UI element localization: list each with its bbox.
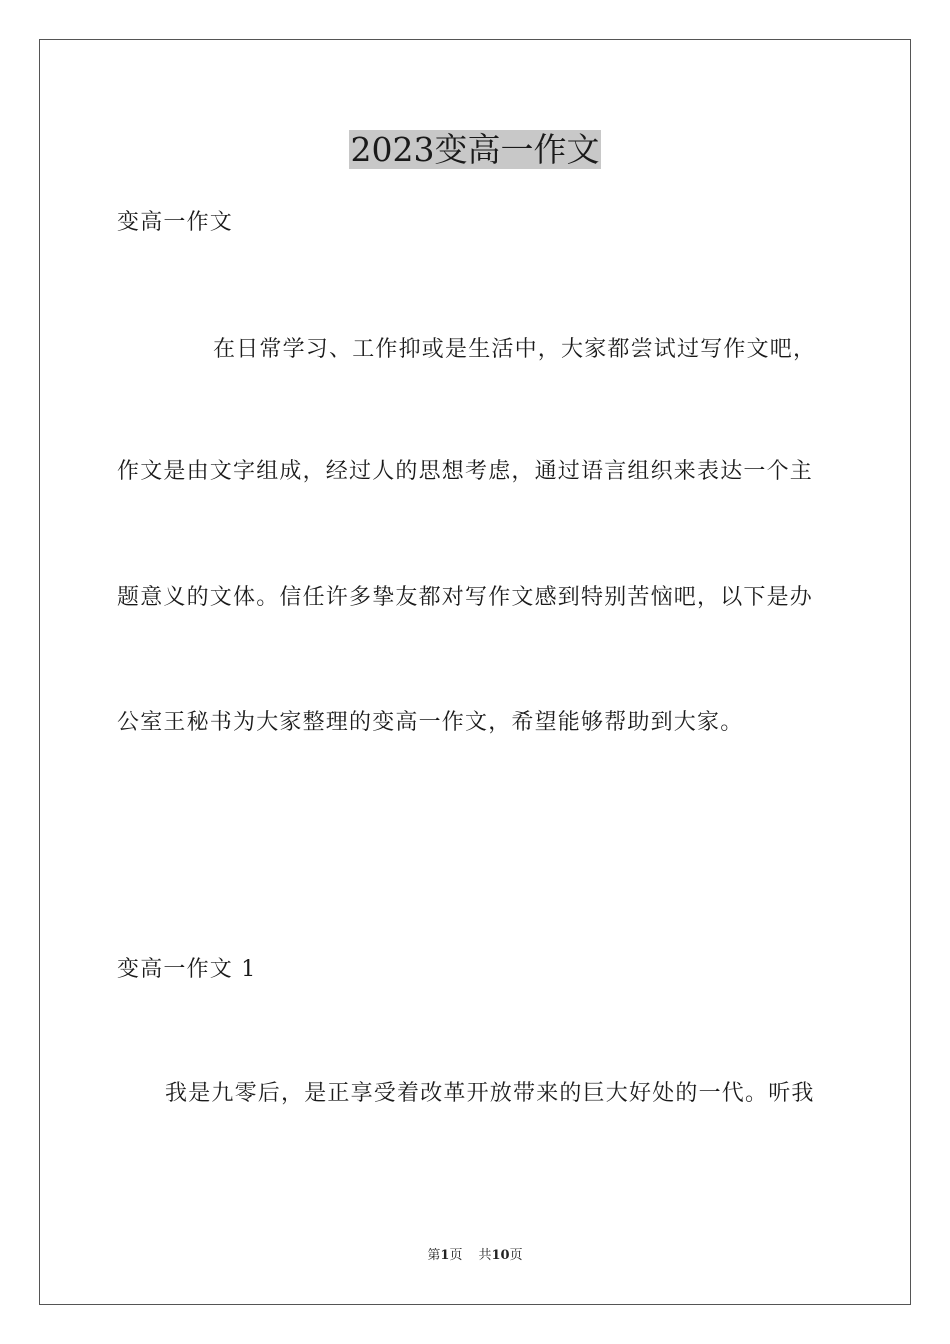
body-line-1: 我是九零后，是正享受着改革开放带来的巨大好处的一代。听我	[165, 1081, 815, 1106]
footer-page-total: 10	[491, 1248, 510, 1263]
document-title-text: 2023变高一作文	[350, 130, 600, 169]
document-title	[0, 126, 950, 174]
footer-page-suffix: 页	[449, 1248, 463, 1263]
footer-total-prefix: 共	[478, 1248, 492, 1263]
section-heading: 变高一作文 1	[117, 957, 257, 982]
subtitle: 变高一作文	[117, 210, 234, 235]
footer-page-prefix: 第	[427, 1248, 441, 1263]
intro-line-4: 公室王秘书为大家整理的变高一作文，希望能够帮助到大家。	[117, 710, 744, 735]
footer-total-suffix: 页	[509, 1248, 523, 1263]
intro-line-2: 作文是由文字组成，经过人的思想考虑，通过语言组织来表达一个主	[117, 459, 814, 484]
footer-page-current: 1	[440, 1248, 450, 1263]
intro-line-3: 题意义的文体。信任许多挚友都对写作文感到特别苦恼吧，以下是办	[117, 585, 814, 610]
page-footer	[0, 1247, 950, 1265]
intro-line-1: 在日常学习、工作抑或是生活中，大家都尝试过写作文吧，	[213, 337, 817, 362]
